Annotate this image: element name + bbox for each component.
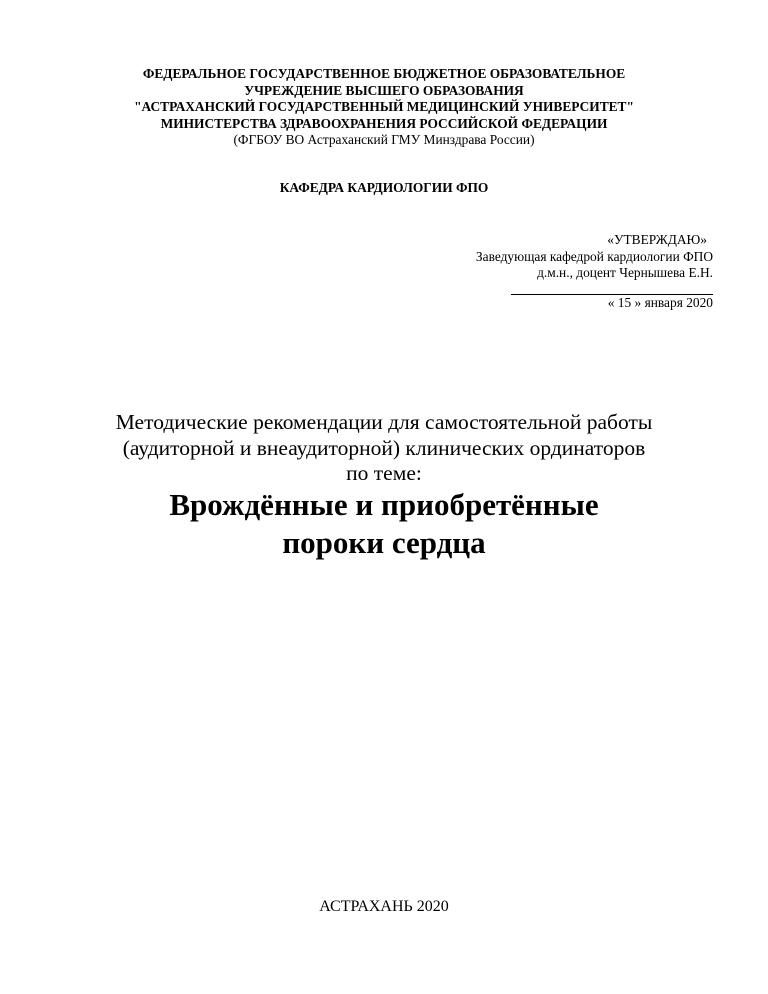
title-line: Врождённые и приобретённые — [169, 487, 599, 522]
department-name: КАФЕДРА КАРДИОЛОГИИ ФПО — [279, 180, 489, 195]
approval-block — [393, 232, 713, 311]
institution-header — [60, 66, 708, 149]
subject-line: (аудиторной и внеаудиторной) клинических ординаторов — [122, 435, 646, 460]
approver-position: Заведующая кафедрой кардиологии ФПО — [475, 248, 713, 264]
subject-line: Методические рекомендации для самостоятельной работы — [115, 410, 653, 434]
subject-line: по теме: — [346, 461, 422, 485]
approval-heading: «УТВЕРЖДАЮ» — [607, 232, 707, 247]
approver-name: д.м.н., доцент Чернышева Е.Н. — [537, 265, 713, 280]
document-subject — [40, 410, 728, 487]
header-line: "АСТРАХАНСКИЙ ГОСУДАРСТВЕННЫЙ МЕДИЦИНСКИЙ УНИВЕРСИТЕТ" — [134, 99, 634, 114]
header-line: УЧРЕЖДЕНИЕ ВЫСШЕГО ОБРАЗОВАНИЯ — [244, 82, 524, 98]
institution-abbreviation: (ФГБОУ ВО Астраханский ГМУ Минздрава России) — [233, 132, 535, 147]
signature-line — [511, 282, 713, 295]
approval-date: « 15 » января 2020 — [607, 294, 713, 310]
document-title — [40, 486, 728, 562]
city-year: АСТРАХАНЬ 2020 — [319, 898, 449, 915]
header-line: ФЕДЕРАЛЬНОЕ ГОСУДАРСТВЕННОЕ БЮДЖЕТНОЕ ОБРАЗОВАТЕЛЬНОЕ — [142, 66, 626, 81]
header-line: МИНИСТЕРСТВА ЗДРАВООХРАНЕНИЯ РОССИЙСКОЙ ФЕДЕРАЦИИ — [160, 115, 608, 131]
title-line: пороки сердца — [282, 525, 486, 560]
